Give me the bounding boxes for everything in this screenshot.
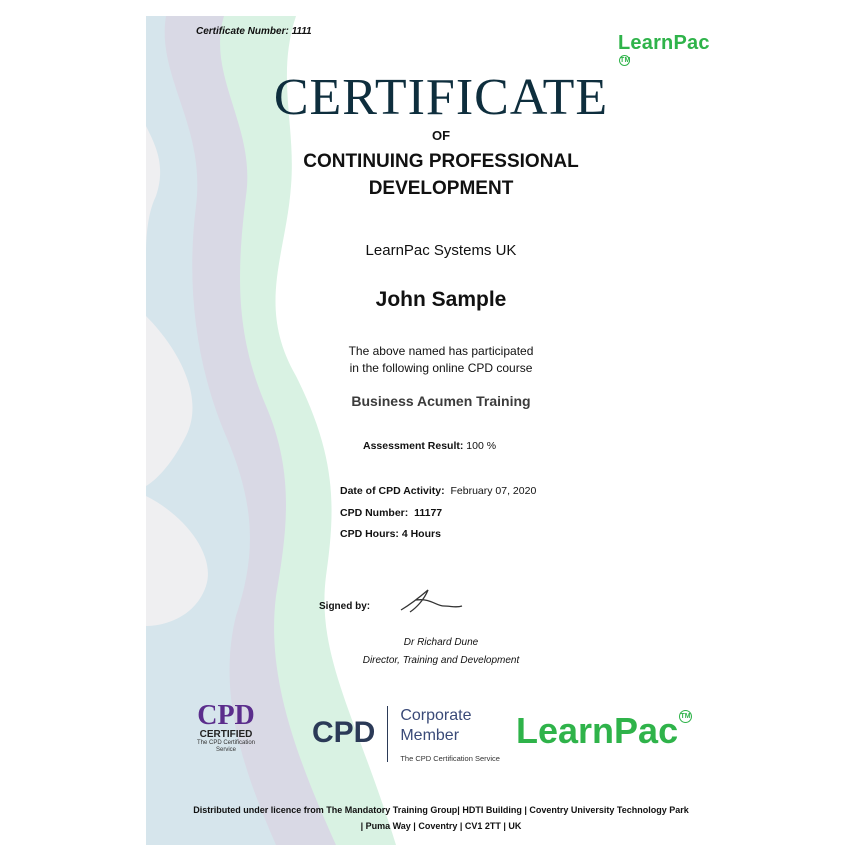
cpd-corporate-mark: CPD — [312, 716, 376, 749]
corporate-line-2: Member — [400, 727, 460, 744]
assessment-result — [363, 440, 496, 452]
cpd-activity-label: Date of CPD Activity: — [340, 485, 445, 497]
assessment-label: Assessment Result: — [363, 440, 464, 452]
corporate-service: The CPD Certification Service — [400, 754, 500, 763]
cpd-service-text-2: Service — [215, 747, 236, 753]
cpd-activity-value: February 07, 2020 — [450, 485, 537, 497]
footer-line-1: Distributed under licence from The Mandatory Training Group| HDTI Building | Coventry University Technology Park — [193, 805, 689, 815]
cpd-certified-mark: CPD — [197, 700, 255, 731]
trademark-icon: TM — [679, 710, 692, 723]
cpd-activity-date — [340, 485, 536, 497]
assessment-value: 100 % — [466, 440, 497, 452]
signer-title: Director, Training and Development — [362, 655, 520, 666]
description-line-1: The above named has participated — [348, 344, 534, 358]
cpd-hours-value: 4 Hours — [401, 528, 441, 540]
cpd-certified-text: CERTIFIED — [199, 729, 253, 740]
signer-name: Dr Richard Dune — [403, 637, 479, 648]
corporate-line-1: Corporate — [400, 707, 472, 724]
certificate — [146, 16, 715, 845]
cpd-certified-logo — [186, 702, 266, 754]
certificate-subtitle — [146, 148, 715, 202]
cpd-number-label: CPD Number: — [340, 507, 409, 519]
certificate-number: Certificate Number: 1111 — [196, 26, 312, 37]
recipient-name: John Sample — [375, 288, 507, 311]
footer-line-2: | Puma Way | Coventry | CV1 2TT | UK — [360, 821, 522, 831]
trademark-icon: TM — [620, 57, 631, 64]
signature-image — [396, 586, 466, 616]
signed-by-label: Signed by: — [319, 601, 371, 612]
cpd-number — [340, 507, 442, 519]
brand-name: LearnPac — [618, 32, 710, 54]
cpd-hours — [340, 528, 441, 540]
cpd-service-text: The CPD Certification — [196, 740, 256, 746]
subtitle-line-1: CONTINUING PROFESSIONAL — [303, 151, 579, 172]
learnpac-logo-bottom — [516, 710, 692, 752]
brand-name-bottom: LearnPac — [516, 710, 679, 751]
cpd-hours-label: CPD Hours: — [340, 528, 399, 540]
footer-address — [146, 802, 715, 834]
certificate-title: CERTIFICATE — [273, 69, 609, 126]
signer-block — [146, 634, 715, 670]
course-name: Business Acumen Training — [351, 393, 531, 409]
company-name: LearnPac Systems UK — [365, 242, 517, 259]
subtitle-line-2: DEVELOPMENT — [368, 178, 514, 199]
title-of: OF — [431, 128, 451, 143]
cpd-corporate-member-logo — [312, 706, 500, 763]
description-line-2: in the following online CPD course — [349, 361, 533, 375]
cpd-number-value: 11177 — [414, 507, 443, 519]
logo-divider — [387, 706, 388, 762]
participation-text — [146, 343, 715, 377]
